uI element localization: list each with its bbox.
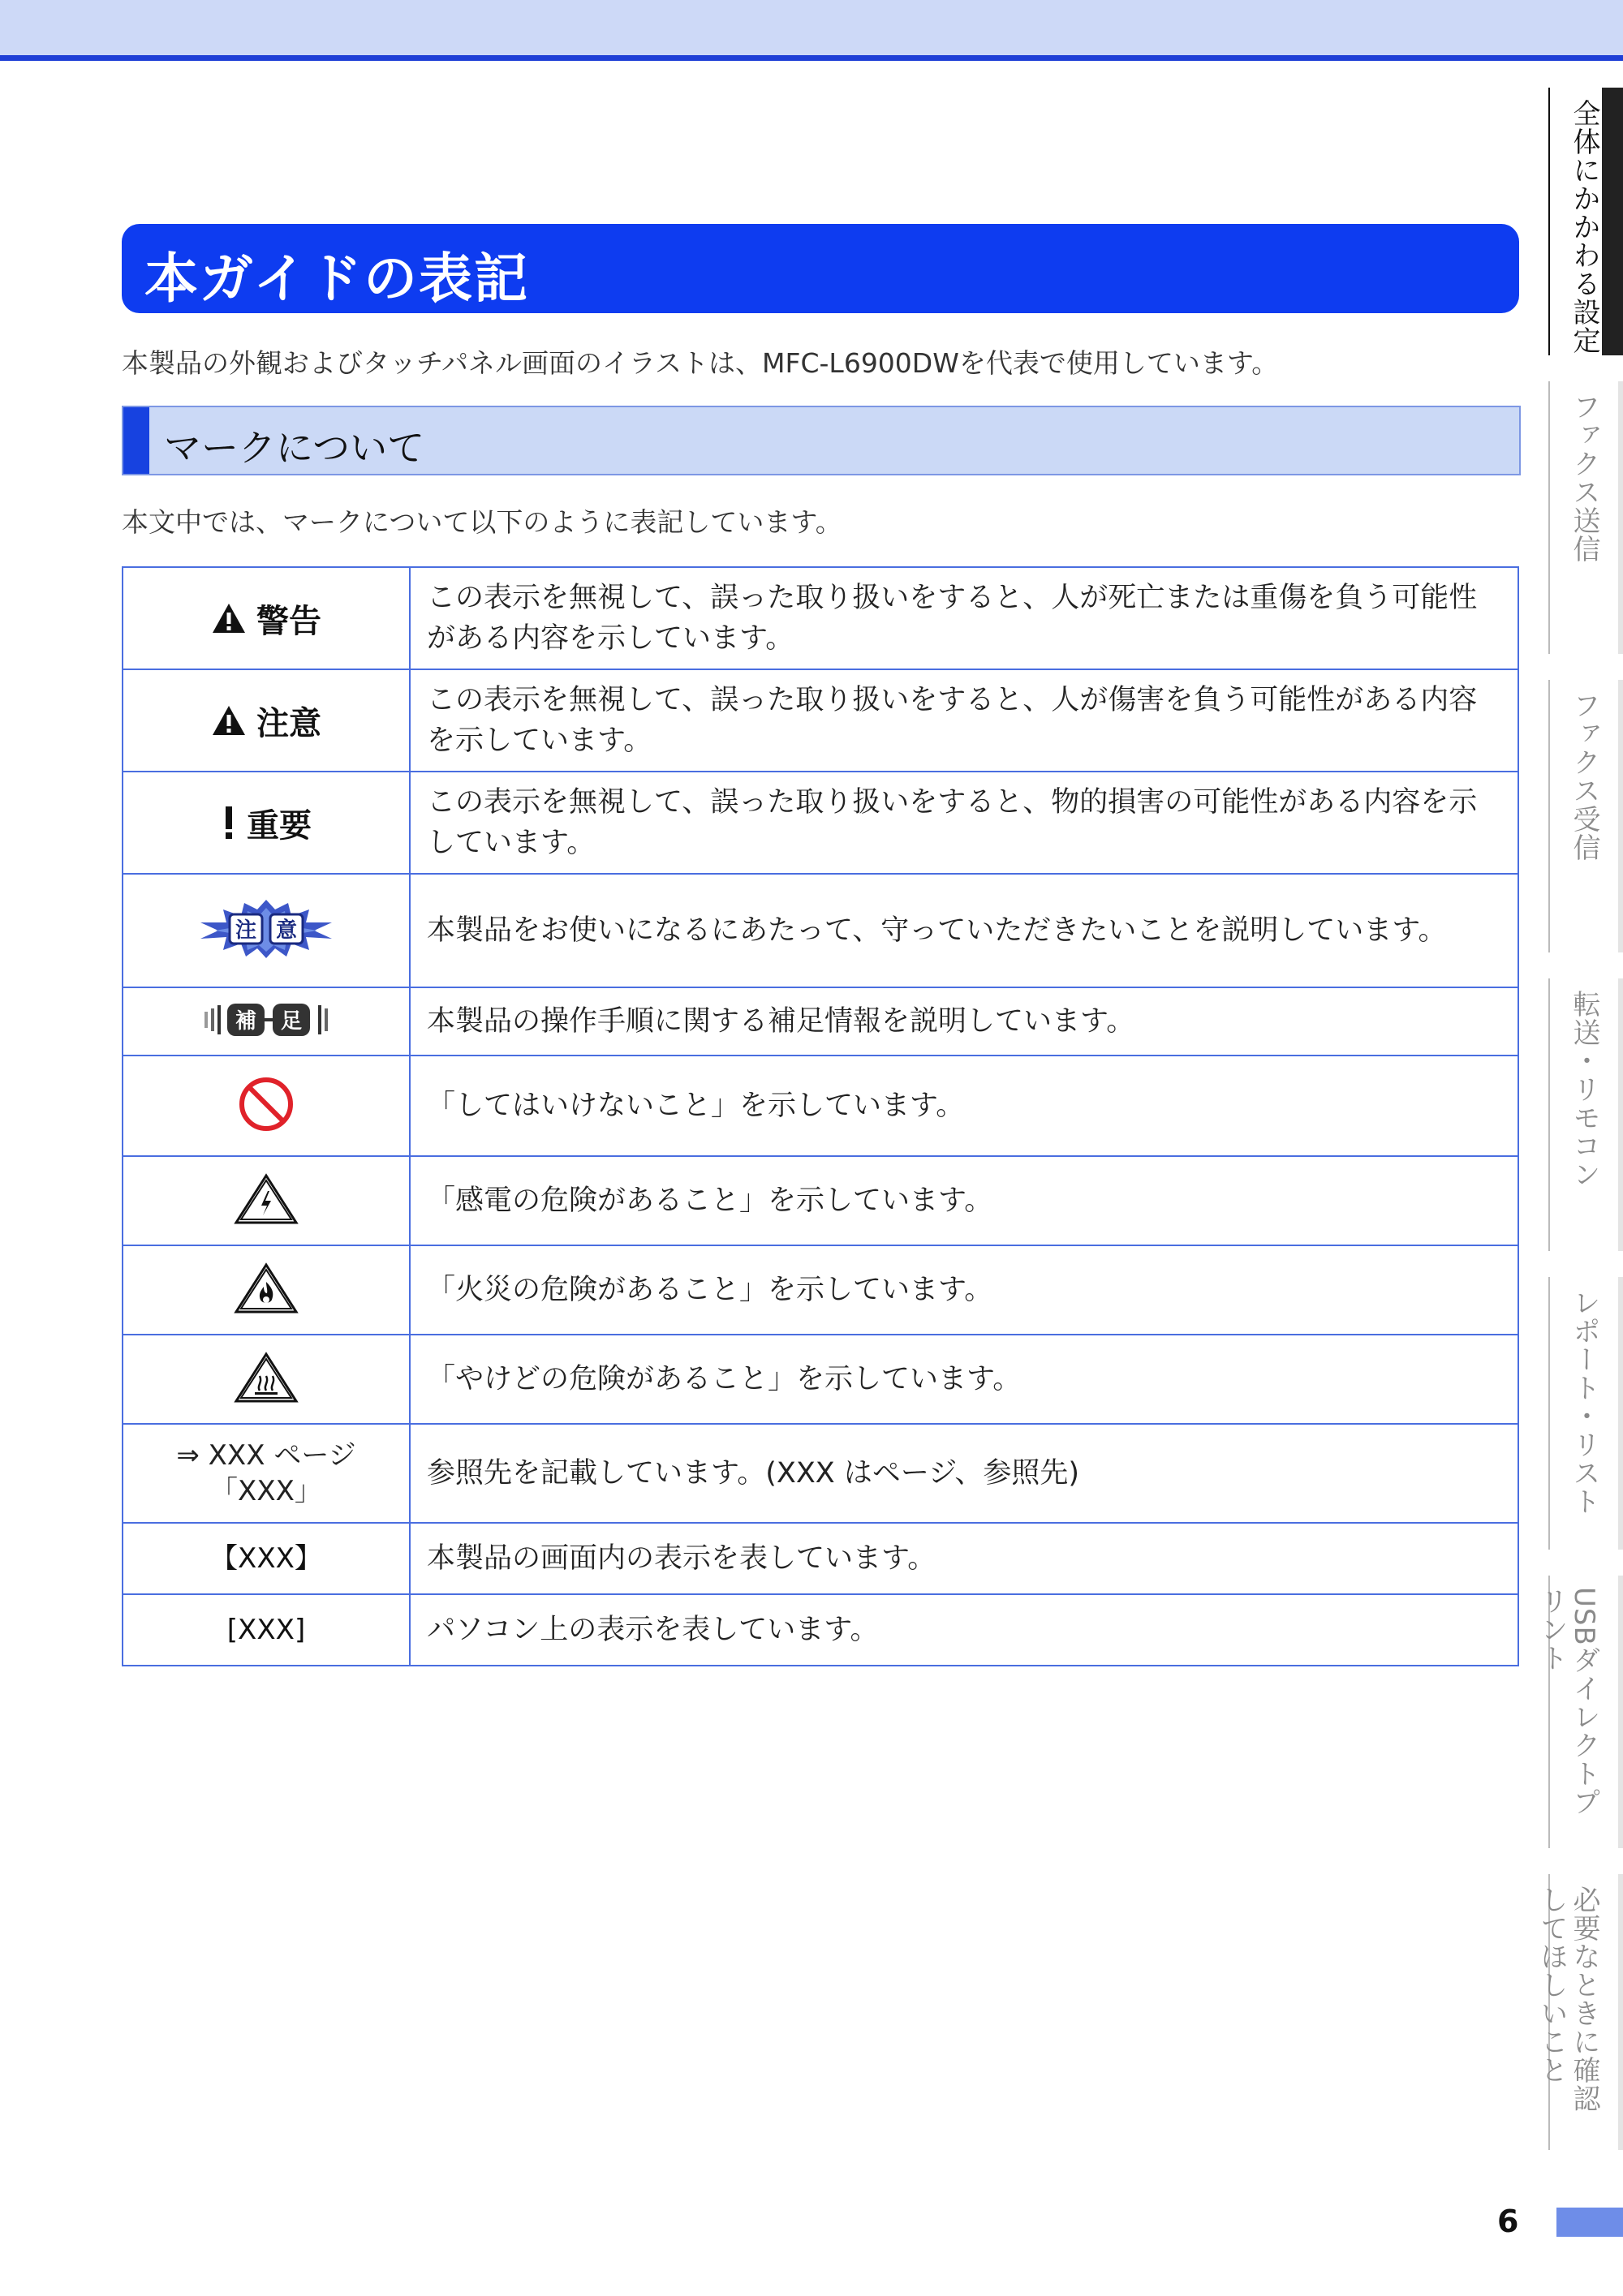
tab-fax-send[interactable] [1548, 381, 1623, 654]
burst-badge-icon [197, 898, 335, 960]
table-row [123, 1335, 1518, 1424]
table-row [123, 987, 1518, 1056]
page-number: 6 [1497, 2204, 1519, 2239]
mark-cell [123, 1594, 410, 1666]
pc-display-label: [XXX] [226, 1614, 306, 1646]
badge-char: 意 [275, 918, 298, 943]
mark-description: 本製品の操作手順に関する補足情報を説明しています。 [410, 987, 1518, 1056]
mark-description: 「やけどの危険があること」を示しています。 [410, 1335, 1518, 1424]
table-row [123, 1056, 1518, 1156]
mark-description: パソコン上の表示を表しています。 [410, 1594, 1518, 1666]
mark-description: 本製品をお使いになるにあたって、守っていただきたいことを説明しています。 [410, 874, 1518, 987]
tab-label: ファクス送信 [1568, 393, 1600, 563]
warning-triangle-icon [211, 704, 247, 737]
mark-cell [123, 669, 410, 772]
table-row [123, 1424, 1518, 1523]
tab-label: 必要なときに確認してほしいこと [1535, 1885, 1600, 2113]
tab-label: USBダイレクトプリント [1535, 1587, 1600, 1817]
tab-fax-receive[interactable] [1548, 680, 1623, 952]
table-row [123, 1245, 1518, 1335]
page-number-bar [1556, 2208, 1623, 2237]
intro-text: 本製品の外観およびタッチパネル画面のイラストは、MFC-L6900DWを代表で使用しています。 [122, 347, 1279, 379]
badge-char: 補 [235, 1009, 257, 1034]
mark-cell [123, 1056, 410, 1156]
screen-display-label: 【XXX】 [210, 1542, 322, 1575]
table-row [123, 1594, 1518, 1666]
tab-troubleshooting[interactable] [1535, 1874, 1623, 2150]
mark-cell [123, 1335, 410, 1424]
marks-table [122, 566, 1519, 1666]
table-row [123, 874, 1518, 987]
top-rule [0, 55, 1623, 61]
mark-cell [123, 1424, 410, 1523]
mark-cell [123, 1523, 410, 1594]
table-row [123, 772, 1518, 874]
hot-surface-icon [234, 1352, 299, 1404]
tab-forward-remote[interactable] [1548, 978, 1623, 1251]
page-title-bar [122, 224, 1519, 313]
mark-description: この表示を無視して、誤った取り扱いをすると、人が死亡または重傷を負う可能性がある内容を示しています。 [410, 567, 1518, 669]
prohibited-icon [238, 1076, 295, 1133]
tab-label: ファクス受信 [1568, 691, 1600, 862]
reference-name-label: 「XXX」 [210, 1475, 322, 1507]
mark-label-warning: 警告 [256, 602, 321, 640]
tab-usb-direct-print[interactable] [1535, 1576, 1623, 1848]
mark-cell [123, 1245, 410, 1335]
reference-page-label: ⇒ XXX ページ [176, 1439, 356, 1472]
warning-triangle-icon [211, 602, 247, 634]
badge-char: 足 [280, 1009, 303, 1034]
section-heading-bar [122, 406, 1521, 475]
top-band [0, 0, 1623, 55]
table-row [123, 567, 1518, 669]
page-title: 本ガイドの表記 [144, 247, 530, 310]
tab-report-list[interactable] [1548, 1277, 1623, 1550]
badge-char: 注 [235, 918, 257, 943]
mark-description: この表示を無視して、誤った取り扱いをすると、物的損害の可能性がある内容を示しています。 [410, 772, 1518, 874]
mark-cell [123, 987, 410, 1056]
mark-cell [123, 874, 410, 987]
tab-label: 全体にかかわる設定 [1568, 99, 1600, 355]
section-heading: マークについて [164, 426, 425, 470]
tab-general-settings[interactable] [1548, 88, 1623, 355]
mark-description: 「感電の危険があること」を示しています。 [410, 1156, 1518, 1245]
exclamation-icon [221, 805, 237, 841]
mark-description: 「してはいけないこと」を示しています。 [410, 1056, 1518, 1156]
section-intro: 本文中では、マークについて以下のように表記しています。 [122, 506, 842, 538]
mark-label-important: 重要 [247, 806, 312, 845]
mark-description: 「火災の危険があること」を示しています。 [410, 1245, 1518, 1335]
mark-cell [123, 1156, 410, 1245]
tab-label: 転送・リモコン [1568, 990, 1600, 1189]
electric-shock-icon [234, 1173, 299, 1225]
section-accent [123, 407, 149, 474]
table-row [123, 1523, 1518, 1594]
mark-label-caution: 注意 [256, 704, 321, 742]
mark-description: 本製品の画面内の表示を表しています。 [410, 1523, 1518, 1594]
mark-description: この表示を無視して、誤った取り扱いをすると、人が傷害を負う可能性がある内容を示しています。 [410, 669, 1518, 772]
mark-description: 参照先を記載しています。(XXX はページ、参照先) [410, 1424, 1518, 1523]
mark-cell [123, 772, 410, 874]
table-row [123, 1156, 1518, 1245]
tab-label: レポート・リスト [1568, 1288, 1600, 1516]
supplement-badge-icon [201, 1000, 331, 1039]
mark-cell [123, 567, 410, 669]
fire-icon [234, 1262, 299, 1314]
table-row [123, 669, 1518, 772]
active-tab-marker [1602, 88, 1623, 355]
